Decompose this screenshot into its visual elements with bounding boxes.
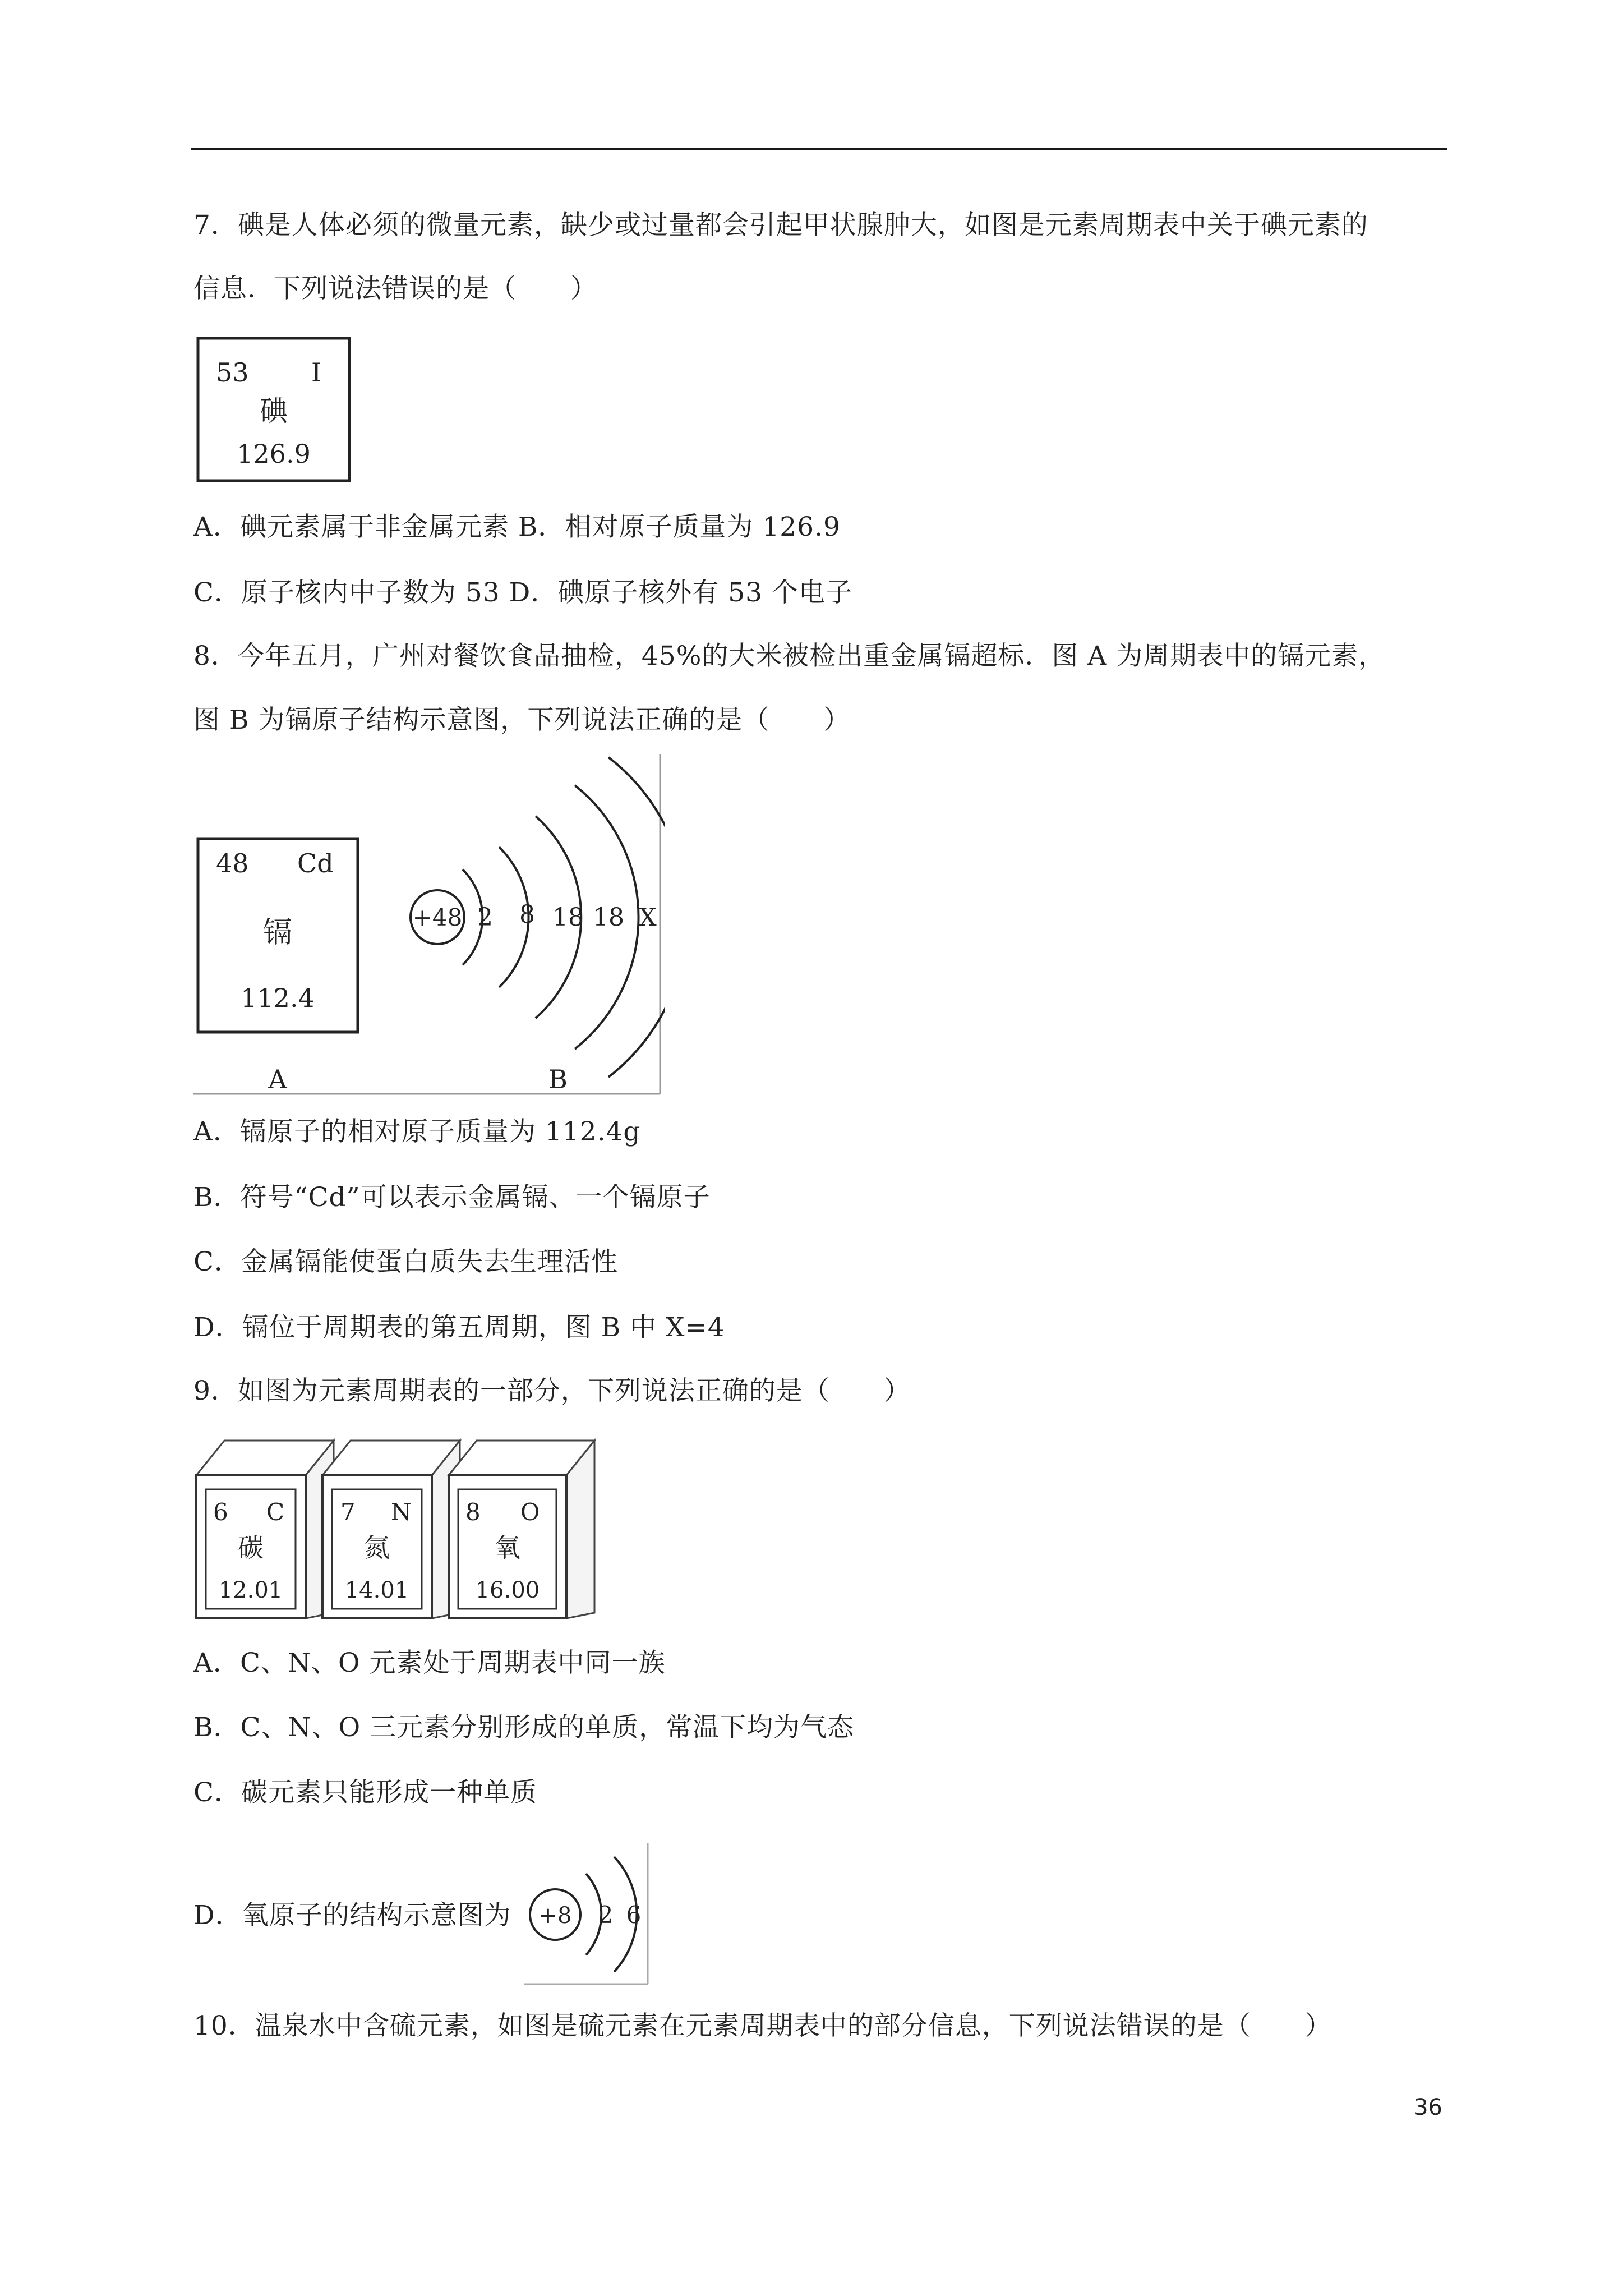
oxygen-structure-diagram: [524, 1843, 651, 1986]
oxygen-number: 8: [465, 1498, 481, 1526]
carbon-symbol: C: [266, 1498, 285, 1526]
figure-label-a: A: [268, 1064, 287, 1094]
q7-stem-line1: 7．碘是人体必须的微量元素，缺少或过量都会引起甲状腺肿大，如图是元素周期表中关于碘元素的: [193, 210, 1368, 241]
q9-stem: 9．如图为元素周期表的一部分，下列说法正确的是（ ）: [193, 1375, 911, 1406]
q9-option-d: D．氧原子的结构示意图为: [193, 1900, 511, 1931]
nitrogen-mass: 14.01: [344, 1577, 409, 1603]
nitrogen-name: 氮: [364, 1533, 390, 1563]
periodic-table-fragment: [193, 1436, 600, 1621]
cadmium-mass: 112.4: [241, 983, 315, 1013]
cadmium-shell-electrons: 2: [477, 903, 493, 932]
oxygen-nucleus-charge: +8: [538, 1903, 572, 1929]
cadmium-shell-electrons: X: [639, 903, 657, 932]
carbon-number: 6: [213, 1498, 228, 1526]
carbon-name: 碳: [238, 1533, 264, 1563]
cadmium-number: 48: [216, 848, 249, 878]
q8-option-b: B．符号“Cd”可以表示金属镉、一个镉原子: [193, 1182, 711, 1213]
q10-stem: 10．温泉水中含硫元素，如图是硫元素在元素周期表中的部分信息，下列说法错误的是（ ）: [193, 2010, 1332, 2041]
iodine-symbol: I: [311, 357, 322, 388]
oxygen-shell-electrons: 6: [626, 1901, 642, 1929]
q8-option-c: C．金属镉能使蛋白质失去生理活性: [193, 1246, 618, 1277]
q8-option-d: D．镉位于周期表的第五周期，图 B 中 X=4: [193, 1312, 725, 1343]
cadmium-figure: [193, 754, 665, 1097]
q7-options-line2: C．原子核内中子数为 53 D．碘原子核外有 53 个电子: [193, 577, 853, 608]
iodine-element-cell: [196, 337, 353, 484]
q9-option-b: B．C、N、O 三元素分别形成的单质，常温下均为气态: [193, 1712, 855, 1743]
q7-stem-line2: 信息．下列说法错误的是（ ）: [193, 273, 597, 304]
q9-option-c: C．碳元素只能形成一种单质: [193, 1777, 537, 1808]
cadmium-shell-electrons: 18: [552, 903, 584, 932]
cadmium-nucleus-charge: +48: [412, 904, 463, 931]
nitrogen-number: 7: [340, 1498, 356, 1526]
oxygen-mass: 16.00: [475, 1577, 540, 1603]
nitrogen-symbol: N: [391, 1498, 412, 1526]
q8-stem-line2: 图 B 为镉原子结构示意图，下列说法正确的是（ ）: [193, 705, 851, 735]
q8-option-a: A．镉原子的相对原子质量为 112.4g: [193, 1116, 641, 1147]
iodine-mass: 126.9: [237, 439, 311, 469]
figure-label-b: B: [548, 1064, 568, 1094]
header-rule: [191, 148, 1447, 150]
oxygen-shell-electrons: 2: [598, 1901, 614, 1929]
page-number: 36: [1414, 2095, 1442, 2120]
iodine-number: 53: [216, 357, 249, 388]
cadmium-shell-electrons: 8: [519, 900, 535, 929]
q8-stem-line1: 8．今年五月，广州对餐饮食品抽检，45%的大米被检出重金属镉超标．图 A 为周期表中的镉元素，: [193, 641, 1386, 671]
iodine-name: 碘: [260, 395, 288, 427]
q7-options-line1: A．碘元素属于非金属元素 B．相对原子质量为 126.9: [193, 512, 841, 542]
cadmium-shell-electrons: 18: [593, 903, 624, 932]
oxygen-symbol: O: [520, 1498, 540, 1526]
q9-option-a: A．C、N、O 元素处于周期表中同一族: [193, 1648, 666, 1678]
oxygen-name: 氧: [495, 1533, 520, 1563]
cadmium-symbol: Cd: [297, 848, 334, 878]
cadmium-name: 镉: [262, 916, 293, 950]
carbon-mass: 12.01: [218, 1577, 283, 1603]
